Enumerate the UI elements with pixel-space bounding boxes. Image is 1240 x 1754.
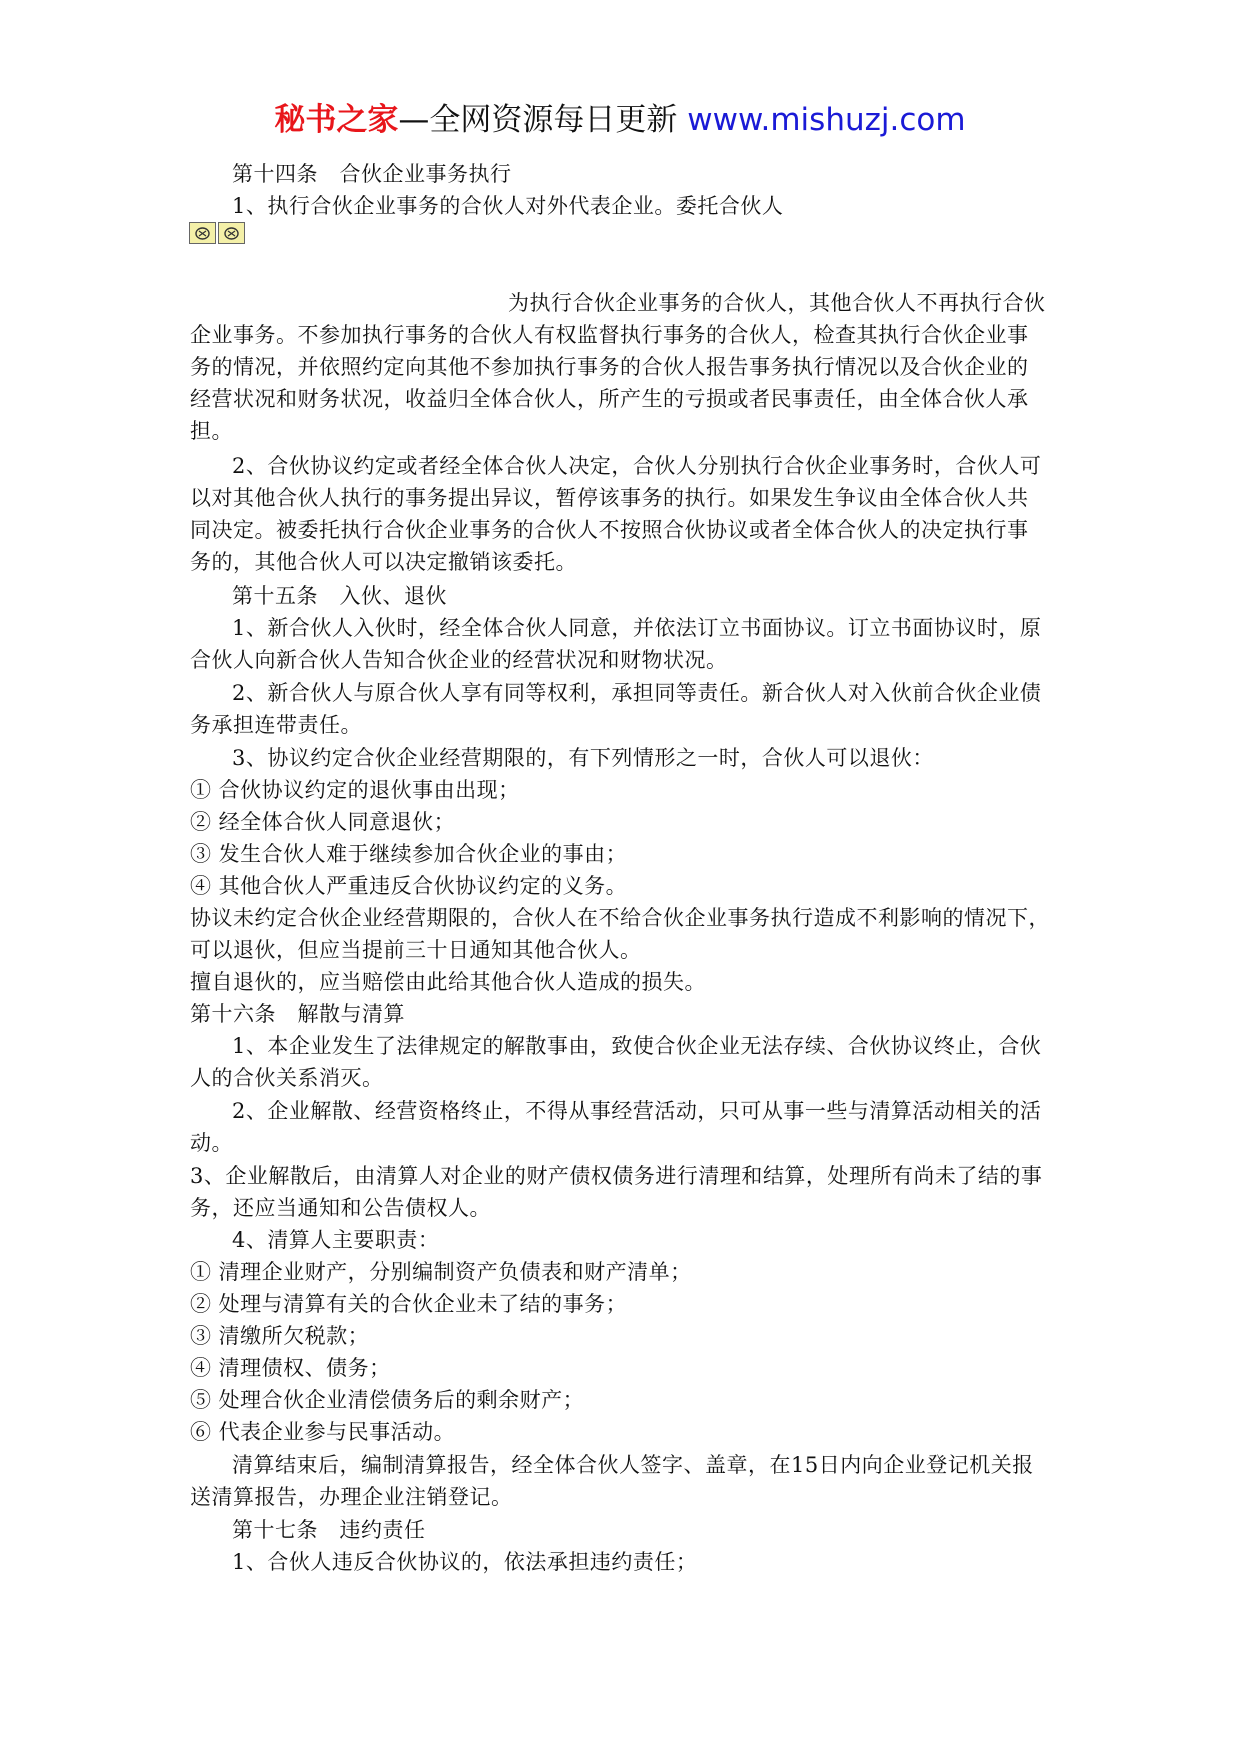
list-item: ① 合伙协议约定的退伙事由出现； bbox=[190, 778, 520, 802]
banner-url-link[interactable]: www.mishuzj.com bbox=[687, 102, 966, 138]
list-item: ④ 其他合伙人严重违反合伙协议约定的义务。 bbox=[190, 874, 628, 898]
paragraph-line: 擅自退伙的，应当赔偿由此给其他合伙人造成的损失。 bbox=[190, 970, 706, 994]
paragraph-line: 1、本企业发生了法律规定的解散事由，致使合伙企业无法存续、合伙协议终止，合伙 bbox=[232, 1034, 1042, 1058]
paragraph-line: 2、新合伙人与原合伙人享有同等权利，承担同等责任。新合伙人对入伙前合伙企业债 bbox=[232, 681, 1042, 705]
broken-image-icon bbox=[218, 222, 245, 244]
embedded-image-placeholders bbox=[189, 222, 245, 244]
list-item: ② 经全体合伙人同意退伙； bbox=[190, 810, 456, 834]
paragraph-line: 1、新合伙人入伙时，经全体合伙人同意，并依法订立书面协议。订立书面协议时，原 bbox=[232, 616, 1042, 640]
paragraph-line: 3、企业解散后，由清算人对企业的财产债权债务进行清理和结算，处理所有尚未了结的事 bbox=[190, 1164, 1043, 1188]
list-item: ① 清理企业财产，分别编制资产负债表和财产清单； bbox=[190, 1260, 692, 1284]
list-item: ③ 清缴所欠税款； bbox=[190, 1324, 370, 1348]
paragraph-line: 2、合伙协议约定或者经全体合伙人决定，合伙人分别执行合伙企业事务时，合伙人可 bbox=[232, 454, 1042, 478]
list-item: ② 处理与清算有关的合伙企业未了结的事务； bbox=[190, 1292, 628, 1316]
paragraph-line: 1、执行合伙企业事务的合伙人对外代表企业。委托合伙人 bbox=[232, 194, 784, 218]
paragraph-line: 以对其他合伙人执行的事务提出异议，暂停该事务的执行。如果发生争议由全体合伙人共 bbox=[190, 486, 1029, 510]
paragraph-line: 务的，其他合伙人可以决定撤销该委托。 bbox=[190, 550, 577, 574]
paragraph-line: 1、合伙人违反合伙协议的，依法承担违约责任； bbox=[232, 1550, 698, 1574]
paragraph-line: 送清算报告，办理企业注销登记。 bbox=[190, 1485, 513, 1509]
paragraph-line: 可以退伙，但应当提前三十日通知其他合伙人。 bbox=[190, 938, 642, 962]
banner-tagline: —全网资源每日更新 bbox=[398, 102, 678, 138]
paragraph-line: 担。 bbox=[190, 419, 233, 443]
list-item: ⑥ 代表企业参与民事活动。 bbox=[190, 1420, 456, 1444]
paragraph-line: 同决定。被委托执行合伙企业事务的合伙人不按照合伙协议或者全体合伙人的决定执行事 bbox=[190, 518, 1029, 542]
article-14-heading: 第十四条 合伙企业事务执行 bbox=[232, 162, 512, 186]
paragraph-line: 务，还应当通知和公告债权人。 bbox=[190, 1196, 491, 1220]
paragraph-line: 企业事务。不参加执行事务的合伙人有权监督执行事务的合伙人，检查其执行合伙企业事 bbox=[190, 323, 1029, 347]
list-item: ④ 清理债权、债务； bbox=[190, 1356, 391, 1380]
banner-brand: 秘书之家 bbox=[274, 102, 399, 138]
article-16-heading: 第十六条 解散与清算 bbox=[190, 1002, 405, 1026]
paragraph-line: 2、企业解散、经营资格终止，不得从事经营活动，只可从事一些与清算活动相关的活 bbox=[232, 1099, 1042, 1123]
paragraph-line: 为执行合伙企业事务的合伙人，其他合伙人不再执行合伙 bbox=[508, 291, 1046, 315]
article-17-heading: 第十七条 违约责任 bbox=[232, 1518, 426, 1542]
list-item: ③ 发生合伙人难于继续参加合伙企业的事由； bbox=[190, 842, 628, 866]
paragraph-line: 3、协议约定合伙企业经营期限的，有下列情形之一时，合伙人可以退伙： bbox=[232, 746, 934, 770]
broken-image-icon bbox=[189, 222, 216, 244]
paragraph-line: 务承担连带责任。 bbox=[190, 713, 362, 737]
paragraph-line: 经营状况和财务状况，收益归全体合伙人，所产生的亏损或者民事责任，由全体合伙人承 bbox=[190, 387, 1029, 411]
paragraph-line: 清算结束后，编制清算报告，经全体合伙人签字、盖章，在15日内向企业登记机关报 bbox=[232, 1453, 1034, 1477]
site-banner bbox=[0, 100, 1240, 140]
paragraph-line: 人的合伙关系消灭。 bbox=[190, 1066, 384, 1090]
paragraph-line: 务的情况，并依照约定向其他不参加执行事务的合伙人报告事务执行情况以及合伙企业的 bbox=[190, 355, 1029, 379]
paragraph-line: 4、清算人主要职责： bbox=[232, 1228, 440, 1252]
paragraph-line: 协议未约定合伙企业经营期限的，合伙人在不给合伙企业事务执行造成不利影响的情况下， bbox=[190, 906, 1050, 930]
list-item: ⑤ 处理合伙企业清偿债务后的剩余财产； bbox=[190, 1388, 585, 1412]
article-15-heading: 第十五条 入伙、退伙 bbox=[232, 584, 447, 608]
paragraph-line: 合伙人向新合伙人告知合伙企业的经营状况和财物状况。 bbox=[190, 648, 728, 672]
paragraph-line: 动。 bbox=[190, 1131, 233, 1155]
